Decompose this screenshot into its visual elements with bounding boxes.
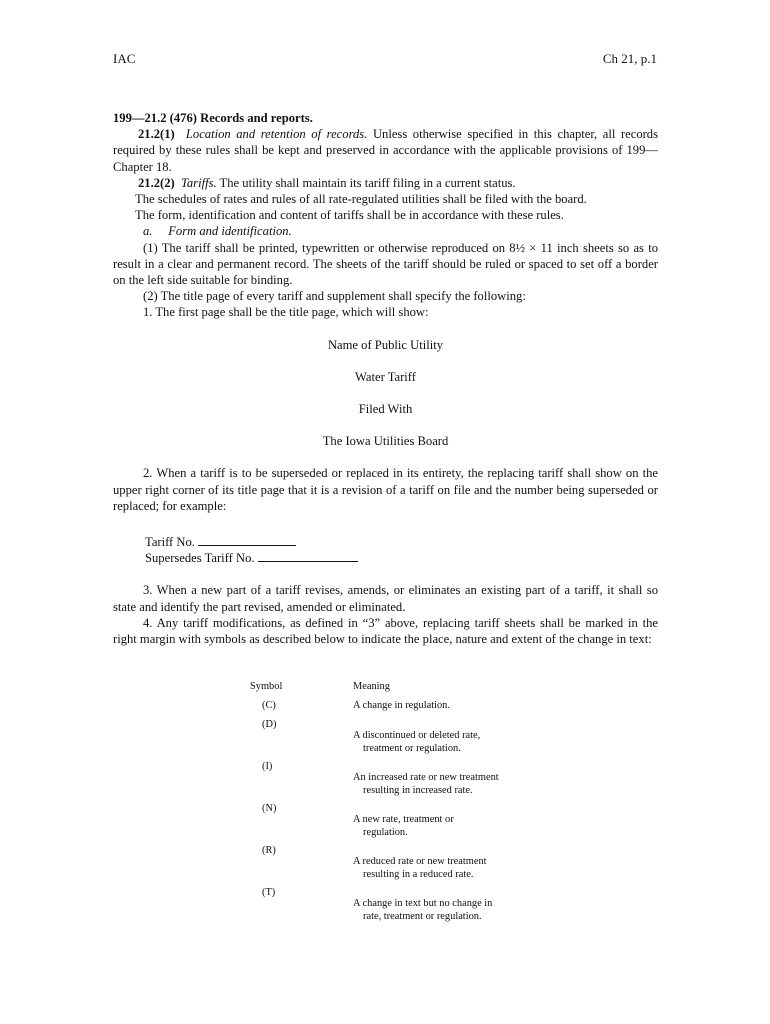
meaning-line: resulting in increased rate. (363, 785, 473, 796)
rule-title: Tariffs. (181, 175, 217, 190)
paragraph-21-2-2 (113, 175, 658, 191)
document-body (113, 110, 658, 647)
symbol-meaning (353, 897, 553, 923)
symbol-meaning (353, 771, 553, 797)
title-line: The Iowa Utilities Board (322, 434, 449, 449)
meaning-line: A change in regulation. (353, 700, 450, 711)
symbol-meaning (353, 813, 553, 839)
meaning-line: A discontinued or deleted rate, (353, 730, 481, 741)
paragraph-2: (2) The title page of every tariff and supplement shall specify the following: (143, 289, 526, 304)
symbol-meaning (353, 855, 553, 881)
title-page-example (113, 337, 658, 450)
rule-number: 21.2(1) (138, 127, 175, 142)
item-title: Form and identification. (168, 224, 292, 239)
title-line: Name of Public Utility (327, 337, 444, 352)
paragraph-1: (1) The tariff shall be printed, typewritten or otherwise reproduced on 8½ × 11 inch sheets so as to result in a clear and permanent record. The sheets of the tariff should be ruled or spaced to set off a border on the left side suitable for binding. (113, 240, 658, 288)
symbol-table (250, 680, 550, 922)
section-title: 199—21.2 (476) Records and reports. (113, 111, 313, 125)
paragraph-schedules: The schedules of rates and rules of all rate-regulated utilities shall be filed with the board. (135, 192, 587, 207)
supersedes-label: Supersedes Tariff No. (145, 551, 255, 566)
tariff-no-blank (198, 534, 296, 546)
rule-number: 21.2(2) (138, 175, 175, 190)
symbol-code: (R) (262, 845, 276, 856)
paragraph-item-3: 3. When a new part of a tariff revises, amends, or eliminates an existing part of a tariff, it shall so state and identify the part revised, amended or eliminated. (113, 583, 658, 614)
tariff-no-line (145, 534, 658, 550)
paragraph-form: The form, identification and content of tariffs shall be in accordance with these rules. (135, 208, 564, 223)
title-line: Filed With (358, 402, 413, 417)
paragraph-form-identification (113, 223, 658, 239)
symbol-table-header (250, 680, 550, 698)
header-left: IAC (113, 51, 136, 66)
symbol-code: (C) (262, 700, 276, 711)
item-letter: a. (143, 224, 153, 239)
paragraph-item-2: 2. When a tariff is to be superseded or replaced in its entirety, the replacing tariff shall show on the upper right corner of its title page that it is a revision of a tariff on file and the number being superseded or replaced; for example: (113, 466, 658, 513)
symbol-code: (D) (262, 719, 277, 730)
meaning-line: An increased rate or new treatment (353, 772, 499, 783)
meaning-header: Meaning (353, 681, 390, 692)
paragraph-item-4: 4. Any tariff modifications, as defined in “3” above, replacing tariff sheets shall be marked in the right margin with symbols as described below to indicate the place, nature and extent of the change in text: (113, 615, 658, 647)
paragraph-21-2-1 (113, 126, 658, 175)
rule-title: Location and retention of records. (185, 127, 368, 142)
title-line: Water Tariff (355, 369, 416, 384)
header-right: Ch 21, p.1 (602, 51, 657, 66)
supersedes-line (145, 550, 658, 566)
symbol-code: (I) (262, 761, 273, 772)
supersedes-blank (258, 550, 358, 562)
meaning-line: A change in text but no change in (353, 898, 493, 909)
symbol-meaning (353, 729, 553, 755)
tariff-number-example (145, 534, 658, 566)
symbol-header: Symbol (250, 681, 283, 692)
symbol-code: (N) (262, 803, 277, 814)
rule-text: The utility shall maintain its tariff filing in a current status. (219, 175, 516, 190)
paragraph-title-page: 1. The first page shall be the title page, which will show: (143, 305, 429, 320)
rule-text: Unless otherwise specified in this chapter, all records required by these rules shall be kept and preserved in accordance with the applicable provisions of 199—Chapter 18. (113, 127, 659, 174)
meaning-line: resulting in a reduced rate. (363, 869, 474, 880)
meaning-line: A reduced rate or new treatment (353, 856, 487, 867)
meaning-line: A new rate, treatment or (353, 814, 454, 825)
symbol-code: (T) (262, 887, 276, 898)
tariff-no-label: Tariff No. (145, 535, 195, 550)
meaning-line: rate, treatment or regulation. (363, 911, 482, 922)
meaning-line: regulation. (363, 827, 408, 838)
meaning-line: treatment or regulation. (363, 743, 461, 754)
symbol-meaning (353, 699, 553, 712)
